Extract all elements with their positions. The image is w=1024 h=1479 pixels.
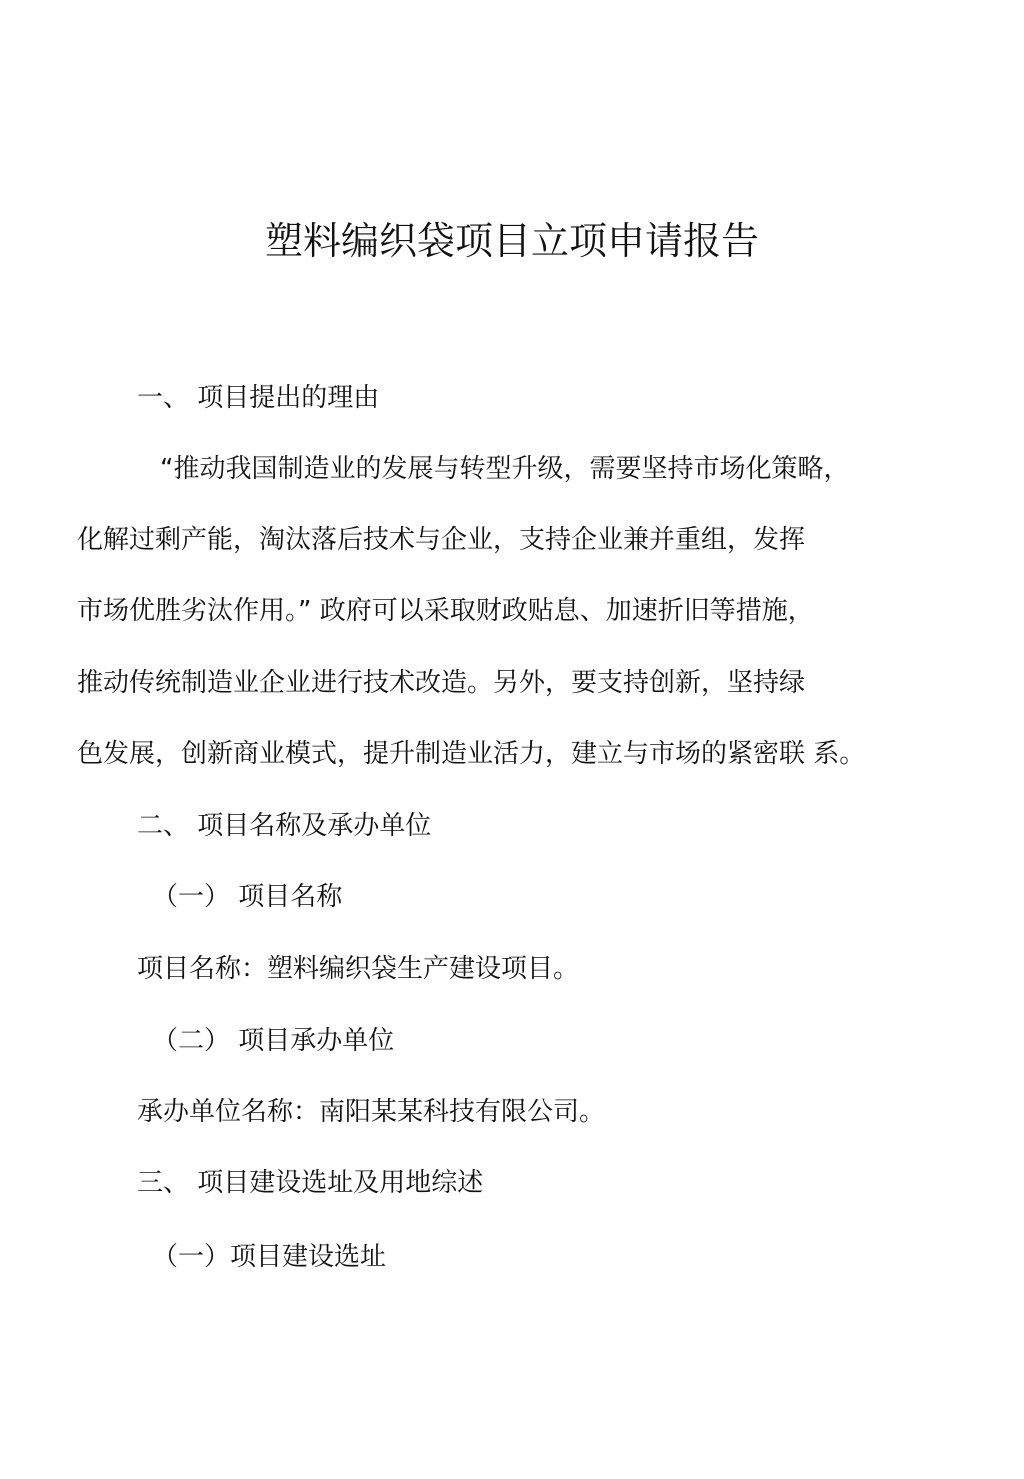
paragraph-line-1: “推动我国制造业的发展与转型升级，需要坚持市场化策略，: [160, 454, 850, 484]
paragraph-line-5: 色发展，创新商业模式，提升制造业活力，建立与市场的紧密联 系。: [77, 739, 866, 769]
organizer-line: 承办单位名称：南阳某某科技有限公司。: [137, 1097, 606, 1127]
subsection-heading-3-1: （一）项目建设选址: [152, 1242, 387, 1272]
paragraph-line-4: 推动传统制造业企业进行技术改造。另外，要支持创新，坚持绿: [77, 668, 806, 698]
section-heading-2: 二、 项目名称及承办单位: [137, 811, 432, 841]
paragraph-line-2: 化解过剩产能，淘汰落后技术与企业，支持企业兼并重组，发挥: [77, 525, 806, 555]
document-title: 塑料编织袋项目立项申请报告: [264, 219, 759, 263]
subsection-heading-2-2: （二） 项目承办单位: [152, 1026, 395, 1056]
section-heading-3: 三、 项目建设选址及用地综述: [137, 1168, 484, 1198]
paragraph-line-3: 市场优胜劣汰作用。” 政府可以采取财政贴息、加速折旧等措施，: [77, 596, 814, 626]
subsection-heading-2-1: （一） 项目名称: [152, 882, 343, 912]
project-name-line: 项目名称：塑料编织袋生产建设项目。: [137, 954, 580, 984]
section-heading-1: 一、 项目提出的理由: [137, 383, 380, 413]
